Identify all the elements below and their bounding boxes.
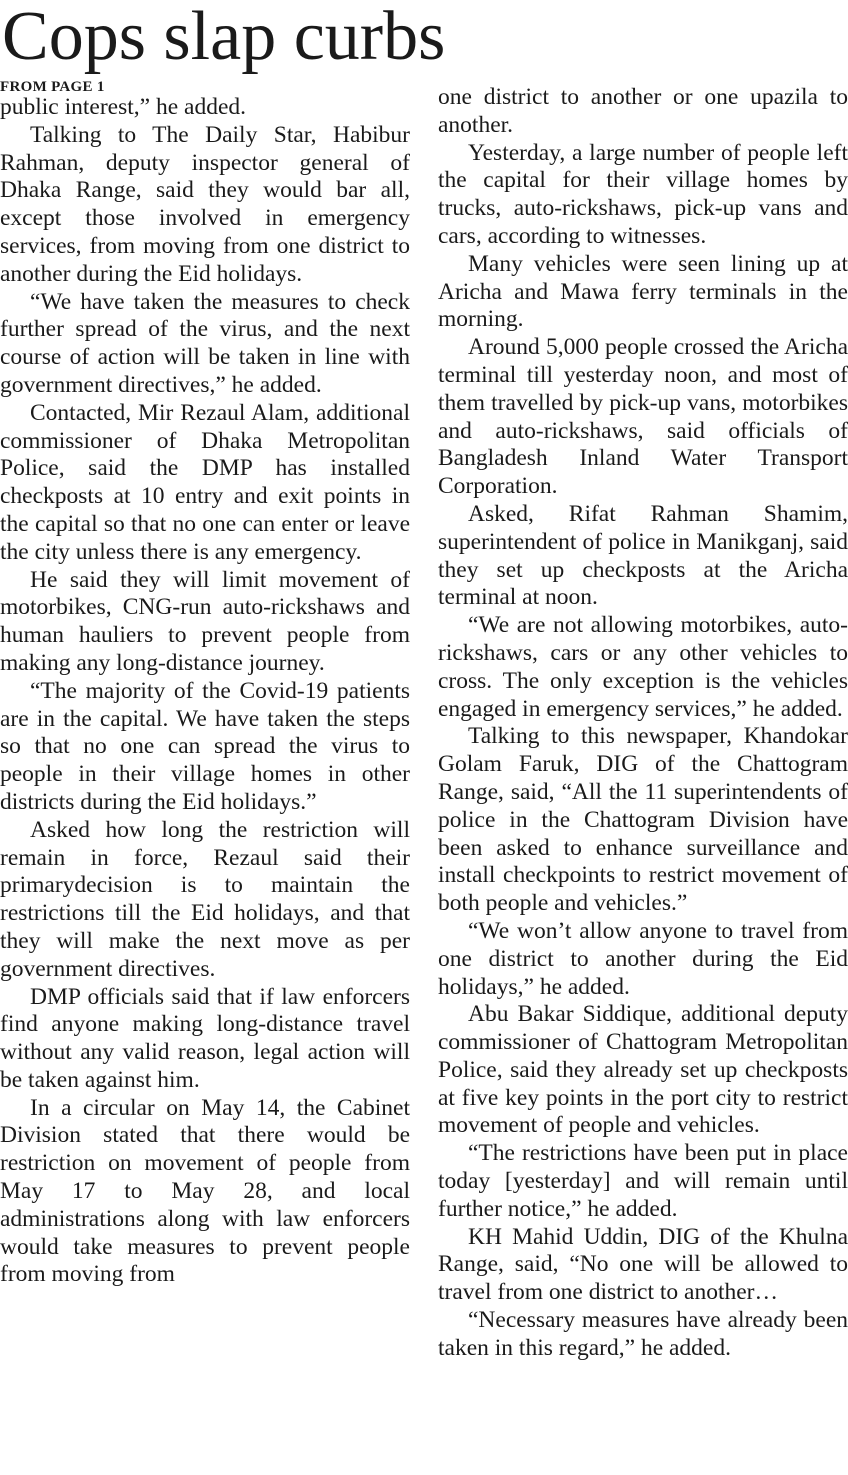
- paragraph: Asked how long the restriction will remain in force, Rezaul said their primarydecision is to maintain the restrictions till the Eid holidays, and that they will make the next move as per government directives.: [0, 816, 410, 982]
- paragraph: DMP officials said that if law enforcers find anyone making long-distance travel without any valid reason, legal action will be taken against him.: [0, 983, 410, 1093]
- paragraph: public interest,” he added.: [0, 94, 247, 120]
- paragraph: In a circular on May 14, the Cabinet Division stated that there would be restriction on movement of people from May 17 to May 28, and local administrations along with law enforcers would take measures to prevent people from moving from: [0, 1094, 410, 1288]
- headline: Cops slap curbs: [2, 0, 446, 75]
- paragraph: “We won’t allow anyone to travel from one district to another during the Eid holidays,” he added.: [438, 917, 848, 1000]
- paragraph: “Necessary measures have already been taken in this regard,” he added.: [438, 1307, 848, 1361]
- article-column-right: [438, 84, 848, 1363]
- jump-kicker: FROM PAGE 1: [0, 79, 105, 95]
- paragraph: Around 5,000 people crossed the Aricha terminal till yesterday noon, and most of them travelled by pick-up vans, motorbikes and auto-rickshaws, said officials of Bangladesh Inland Water Transport Corporation.: [438, 334, 848, 500]
- paragraph: one district to another or one upazila to another.: [438, 84, 848, 138]
- paragraph: Yesterday, a large number of people left the capital for their village homes by trucks, auto-rickshaws, pick-up vans and cars, according to witnesses.: [438, 139, 848, 249]
- paragraph: KH Mahid Uddin, DIG of the Khulna Range, said, “No one will be allowed to travel from one district to another…: [438, 1223, 848, 1306]
- paragraph: “The restrictions have been put in place today [yesterday] and will remain until further notice,” he added.: [438, 1140, 848, 1222]
- paragraph: “We are not allowing motorbikes, auto-rickshaws, cars or any other vehicles to cross. The only exception is the vehicles engaged in emergency services,” he added.: [438, 612, 848, 722]
- article-column-left: [0, 79, 410, 1289]
- paragraph: He said they will limit movement of motorbikes, CNG-run auto-rickshaws and human hauliers to prevent people from making any long-distance journey.: [0, 566, 410, 676]
- paragraph: “The majority of the Covid-19 patients are in the capital. We have taken the steps so that no one can spread the virus to people in their village homes in other districts during the Eid holidays.”: [0, 677, 410, 815]
- paragraph: Talking to The Daily Star, Habibur Rahman, deputy inspector general of Dhaka Range, said they would bar all, except those involved in emergency services, from moving from one district to another during the Eid holidays.: [0, 121, 410, 287]
- paragraph: Asked, Rifat Rahman Shamim, superintendent of police in Manikganj, said they set up checkposts at the Aricha terminal at noon.: [438, 500, 848, 611]
- paragraph: Many vehicles were seen lining up at Aricha and Mawa ferry terminals in the morning.: [438, 250, 848, 333]
- paragraph: Contacted, Mir Rezaul Alam, additional commissioner of Dhaka Metropolitan Police, said the DMP has installed checkposts at 10 entry and exit points in the capital so that no one can enter or leave the city unless there is any emergency.: [0, 399, 410, 565]
- paragraph: Abu Bakar Siddique, additional deputy commissioner of Chattogram Metropolitan Police, said they already set up checkposts at five key points in the port city to restrict movement of people and vehicles.: [438, 1001, 848, 1139]
- paragraph: “We have taken the measures to check further spread of the virus, and the next course of action will be taken in line with government directives,” he added.: [0, 288, 410, 398]
- paragraph: Talking to this newspaper, Khandokar Golam Faruk, DIG of the Chattogram Range, said, “All the 11 superintendents of police in the Chattogram Division have been asked to enhance surveillance and install checkpoints to restrict movement of both people and vehicles.”: [438, 723, 848, 917]
